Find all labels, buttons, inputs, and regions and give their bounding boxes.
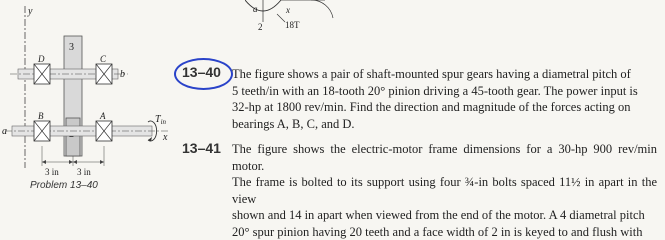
problem-13-40-line: 5 teeth/in with an 18-tooth 20° pinion driving a 45-tooth gear. The power input is [232, 83, 638, 98]
problem-13-40-line: bearings A, B, C, and D. [232, 116, 355, 131]
problem-13-40-line: 32-hp at 1800 rev/min. Find the direction and magnitude of the forces acting on [232, 100, 631, 114]
top-label-x: x [286, 5, 290, 15]
problem-number-13-40: 13–40 [182, 64, 221, 80]
problem-13-41-line: shown and 14 in apart when viewed from the end of the motor. A 4 diametral pitch [232, 208, 645, 222]
top-angle-label: 18T [285, 20, 300, 30]
problem-13-40-line: The figure shows a pair of shaft-mounted spur gears having a diametral pitch of [232, 67, 631, 81]
problem-number-13-41: 13–41 [182, 140, 221, 156]
bearing-b-label: B [38, 111, 44, 121]
top-partial-figure [245, 0, 365, 40]
shaft-a-label: a [2, 126, 7, 137]
axis-y-label: y [28, 6, 33, 17]
shaft-b-label: b [120, 69, 125, 80]
top-label-a: a [253, 4, 258, 14]
dimension-right: 3 in [77, 167, 91, 177]
figure-caption: Problem 13–40 [30, 180, 98, 191]
gear-3-label: 3 [69, 42, 74, 53]
problem-13-41-line: The frame is bolted to its support using four ¾-in bolts spaced 11½ in apart in the view [232, 175, 657, 206]
problem-13-40-text [232, 66, 657, 132]
axis-x-label: x [163, 132, 168, 143]
gear-shaft-figure [0, 0, 180, 180]
bearing-a-label: A [100, 111, 106, 121]
dimension-left: 3 in [45, 167, 59, 177]
top-label-2: 2 [258, 22, 263, 32]
bearing-c-label: C [100, 54, 107, 64]
problem-13-41-line: 20° spur pinion having 20 teeth and a face width of 2 in is keyed to and flush with [232, 224, 643, 239]
problem-13-41-text [232, 141, 657, 240]
bearing-d-label: D [38, 54, 45, 64]
torque-label: $T_{in}$ [155, 114, 167, 126]
problem-13-41-line: The figure shows the electric-motor frame dimensions for a 30-hp 900 rev/min motor. [232, 142, 657, 173]
